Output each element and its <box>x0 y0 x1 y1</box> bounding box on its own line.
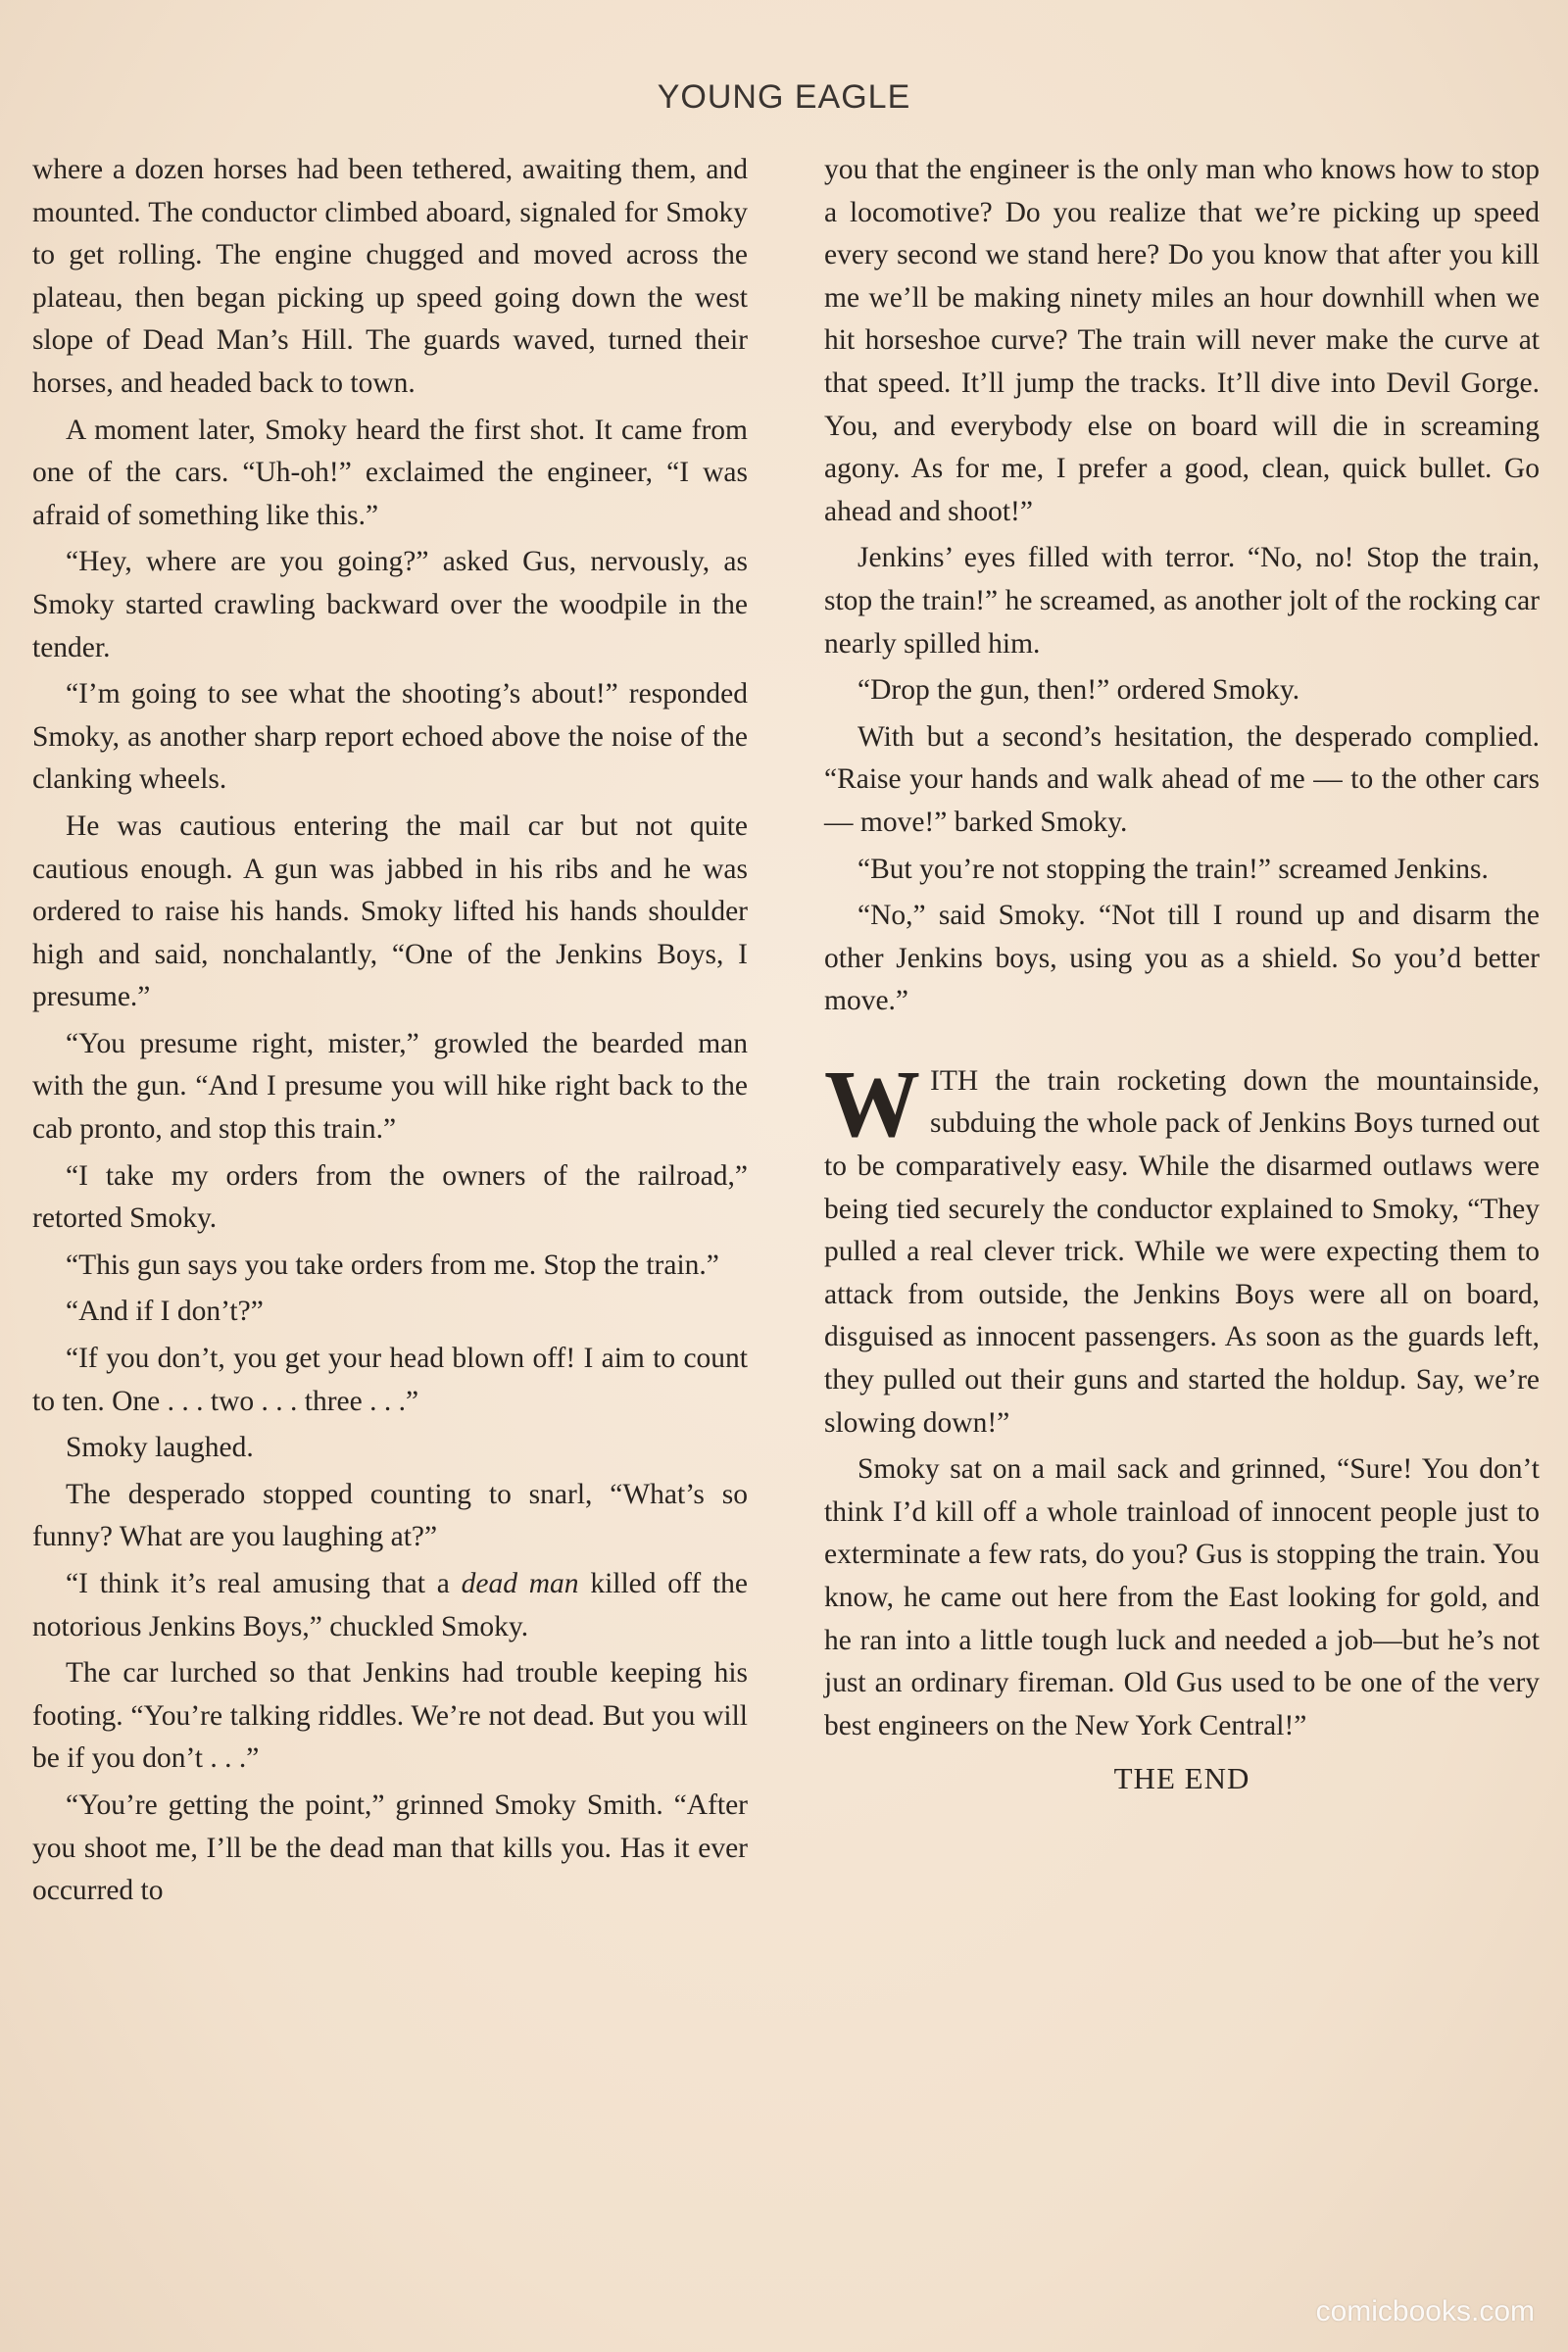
left-column <box>32 149 748 1913</box>
the-end-label: THE END <box>1113 1761 1250 1796</box>
paragraph: The car lurched so that Jenkins had trouble keeping his footing. “You’re talking riddles. We’re not dead. But you will be if you don’t . . .” <box>32 1657 748 1775</box>
paragraph: “You’re getting the point,” grinned Smoky Smith. “After you shoot me, I’ll be the dead man that kills you. Has it ever occurred to <box>32 1788 748 1907</box>
paragraph-text: ITH the train rocketing down the mountainside, subduing the whole pack of Jenkins Boys turned out to be comparatively easy. While the disarmed outlaws were being tied securely the conductor explained to Smoky, “They pulled a real clever trick. While we were expecting them to attack from outside, the Jenkins Boys were all on board, disguised as innocent passengers. As soon as the guards left, they pulled out their guns and started the holdup. Say, we’re slowing down!” <box>824 1064 1540 1439</box>
paragraph: A moment later, Smoky heard the first shot. It came from one of the cars. “Uh-oh!” exclaimed the engineer, “I was afraid of something like this.” <box>32 414 748 531</box>
paragraph: “I take my orders from the owners of the railroad,” retorted Smoky. <box>32 1159 748 1235</box>
paragraph: “But you’re not stopping the train!” screamed Jenkins. <box>858 853 1489 885</box>
paragraph-text: killed off the notorious Jenkins Boys,” chuckled Smoky. <box>32 1568 748 1642</box>
paragraph: “This gun says you take orders from me. Stop the train.” <box>66 1249 719 1281</box>
paragraph: where a dozen horses had been tethered, awaiting them, and mounted. The conductor climbed aboard, signaled for Smoky to get rolling. The engine chugged and moved across the plateau, then began picking up speed going down the west slope of Dead Man’s Hill. The guards waved, turned their horses, and headed back to town. <box>32 154 748 399</box>
paragraph: With but a second’s hesitation, the desperado complied. “Raise your hands and walk ahead of me — to the other cars — move!” barked Smoky. <box>824 720 1540 838</box>
paragraph: “And if I don’t?” <box>66 1296 264 1328</box>
paragraph: you that the engineer is the only man who knows how to stop a locomotive? Do you realize that we’re picking up speed every second we stand here? Do you know that after you kill me we’ll be making ninety miles an hour downhill when we hit horseshoe curve? The train will never make the curve at that speed. It’ll jump the tracks. It’ll dive into Devil Gorge. You, and everybody else on board will die in screaming agony. As for me, I prefer a good, clean, quick bullet. Go ahead and shoot!” <box>824 154 1540 527</box>
paragraph <box>32 1563 748 1648</box>
paragraph: “You presume right, mister,” growled the bearded man with the gun. “And I presume you will hike right back to the cab pronto, and stop this train.” <box>32 1027 748 1146</box>
drop-cap-paragraph <box>824 1051 1540 1445</box>
paragraph: Jenkins’ eyes filled with terror. “No, no! Stop the train, stop the train!” he screamed, as another jolt of the rocking car nearly spilled him. <box>824 542 1540 660</box>
page-header: YOUNG EAGLE <box>657 78 911 116</box>
paragraph: “Hey, where are you going?” asked Gus, nervously, as Smoky started crawling backward over the woodpile in the tender. <box>32 546 748 663</box>
paragraph: Smoky laughed. <box>66 1432 254 1464</box>
paragraph: He was cautious entering the mail car but not quite cautious enough. A gun was jabbed in his ribs and he was ordered to raise his hands. Smoky lifted his hands shoulder high and said, nonchalantly, “One of the Jenkins Boys, I presume.” <box>32 809 748 1013</box>
paragraph: “If you don’t, you get your head blown off! I aim to count to ten. One . . . two . . . three . . .” <box>32 1343 748 1417</box>
italic-text: dead man <box>461 1568 579 1599</box>
paragraph-text: “I think it’s real amusing that a <box>66 1568 462 1599</box>
watermark: comicbooks.com <box>1315 2295 1535 2328</box>
paragraph: “No,” said Smoky. “Not till I round up and disarm the other Jenkins boys, using you as a shield. So you’d better move.” <box>824 900 1540 1017</box>
right-column <box>824 149 1540 1800</box>
paragraph: “I’m going to see what the shooting’s about!” responded Smoky, as another sharp report echoed above the noise of the clanking wheels. <box>32 678 748 796</box>
drop-cap-letter: W <box>824 1051 920 1157</box>
paragraph: The desperado stopped counting to snarl, “What’s so funny? What are you laughing at?” <box>32 1478 748 1553</box>
paragraph: Smoky sat on a mail sack and grinned, “Sure! You don’t think I’d kill off a whole trainload of innocent people just to exterminate a few rats, do you? Gus is stopping the train. You know, he came out here from the East looking for gold, and he ran into a little tough luck and needed a job—but he’s not just an ordinary fireman. Old Gus used to be one of the very best engineers on the New York Central!” <box>824 1453 1540 1741</box>
paragraph: “Drop the gun, then!” ordered Smoky. <box>858 674 1300 707</box>
